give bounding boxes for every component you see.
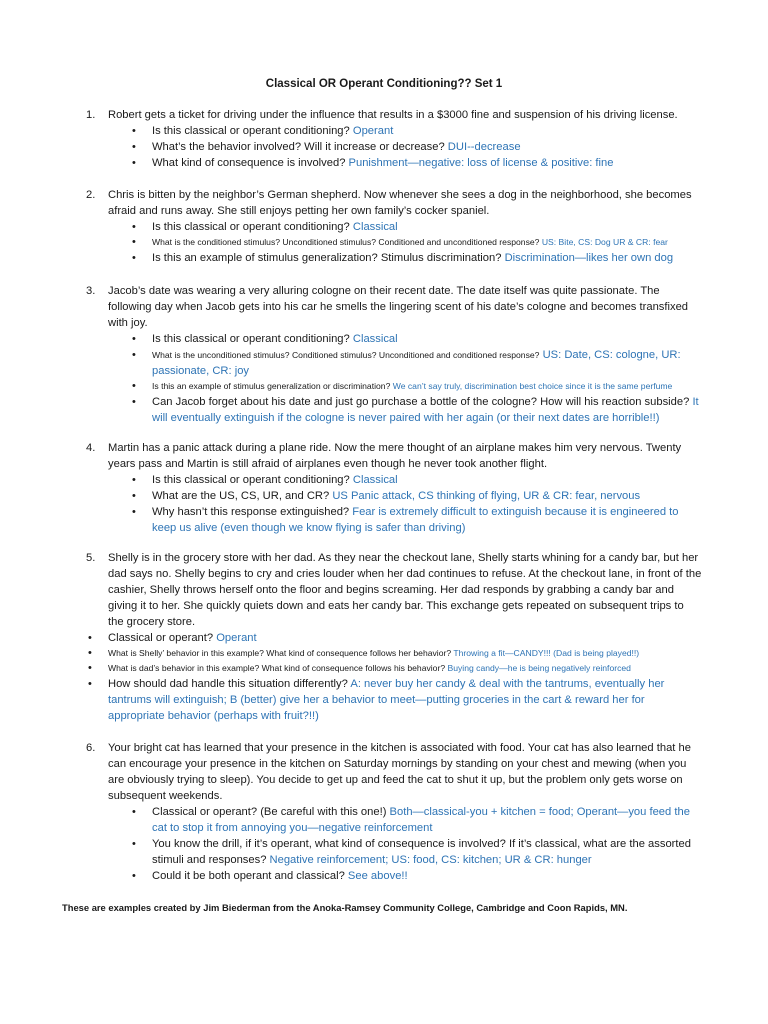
answer-text: Classical bbox=[352, 333, 398, 345]
answer-text: Buying candy—he is being negatively reinforced bbox=[447, 663, 631, 673]
bullet-icon: • bbox=[132, 396, 136, 408]
bullet-icon: • bbox=[132, 838, 136, 850]
question-bullet: • Classical or operant? Operant bbox=[88, 632, 257, 644]
bullet-icon: • bbox=[132, 221, 136, 233]
question-bullet: • You know the drill, if it’s operant, what kind of consequence is involved? If it’s classical, what are the assorted stimuli and responses? Negative reinforcement; US: food, CS: kitchen; UR & CR: hunger bbox=[132, 838, 691, 866]
answer-text: Fear is extremely difficult to extinguish because it is engineered to keep us alive (even though we know flying is safer than driving) bbox=[152, 506, 679, 534]
bullet-icon: • bbox=[88, 632, 92, 644]
answer-text: A: never buy her candy & deal with the tantrums, eventually her tantrums will extinguish; B (better) give her a behavior to meet—putting groceries in the cart & reward her for appropriate behavior (perhaps with fruit?!!) bbox=[108, 678, 665, 722]
question-bullet: • What is Shelly’ behavior in this example? What kind of consequence follows her behavior? Throwing a fit—CANDY!!! (Dad is being played!!) bbox=[88, 647, 640, 659]
answer-text: Negative reinforcement; US: food, CS: kitchen; UR & CR: hunger bbox=[269, 854, 592, 866]
question-3 bbox=[86, 283, 702, 426]
question-bullet: • Is this classical or operant conditioning? Classical bbox=[132, 221, 398, 233]
answer-text: See above!! bbox=[347, 870, 408, 882]
answer-text: We can’t say truly, discrimination best choice since it is the same perfume bbox=[392, 381, 673, 391]
question-stem: Shelly is in the grocery store with her dad. As they near the checkout lane, Shelly starts whining for a candy bar, but her dad says no. Shelly begins to cry and cries louder when her dad continues to refuse. At the checkout lane, in front of the cashier, Shelly throws herself onto the floor and begins screaming. Her dad responds by grabbing a candy bar and giving it to her. She quickly quiets down and eats her candy bar. This exchange gets repeated on subsequent trips to the grocery store. bbox=[108, 552, 702, 628]
bullet-icon: • bbox=[132, 157, 136, 169]
question-bullet: • What kind of consequence is involved? Punishment—negative: loss of license & positive: fine bbox=[132, 157, 614, 169]
answer-text: DUI--decrease bbox=[447, 141, 521, 153]
bullet-icon: • bbox=[132, 125, 136, 137]
bullet-icon: • bbox=[132, 141, 136, 153]
question-bullet: • How should dad handle this situation differently? A: never buy her candy & deal with the tantrums, eventually her tantrums will extinguish; B (better) give her a behavior to meet—putting groceries in the cart & reward her for appropriate behavior (perhaps with fruit?!!) bbox=[88, 678, 665, 722]
question-bullet: • What are the US, CS, UR, and CR? US Panic attack, CS thinking of flying, UR & CR: fear, nervous bbox=[132, 490, 641, 502]
bullet-icon: • bbox=[132, 333, 136, 345]
bullet-icon: • bbox=[132, 236, 136, 248]
footer-credit: These are examples created by Jim Biederman from the Anoka-Ramsey Community College, Cambridge and Coon Rapids, MN. bbox=[62, 902, 628, 913]
question-bullet: • Why hasn’t this response extinguished? Fear is extremely difficult to extinguish because it is engineered to keep us alive (even though we know flying is safer than driving) bbox=[132, 506, 679, 534]
answer-text: Punishment—negative: loss of license & positive: fine bbox=[348, 157, 614, 169]
question-bullet: • Classical or operant? (Be careful with this one!) Both—classical-you + kitchen = food; Operant—you feed the cat to stop it from annoying you—negative reinforcement bbox=[132, 806, 690, 834]
answer-text: Classical bbox=[352, 221, 398, 233]
question-bullet: • Is this classical or operant conditioning? Classical bbox=[132, 474, 398, 486]
question-4 bbox=[86, 440, 702, 536]
question-2 bbox=[86, 187, 702, 266]
bullet-icon: • bbox=[88, 662, 92, 674]
question-stem: Your bright cat has learned that your presence in the kitchen is associated with food. Your cat has also learned that he can encourage your presence in the kitchen on Saturday mornings by standing on your chest and mewing (when you are obviously trying to sleep). You decide to get up and feed the cat to shut it up, but the problem only gets worse on subsequent weekends. bbox=[108, 742, 691, 802]
question-6 bbox=[86, 740, 702, 884]
question-bullet: • What is dad’s behavior in this example? What kind of consequence follows his behavior? Buying candy—he is being negatively reinforced bbox=[88, 662, 631, 674]
question-5 bbox=[86, 550, 702, 724]
question-bullet: • Is this classical or operant conditioning? Operant bbox=[132, 125, 394, 137]
question-bullet: • Is this an example of stimulus generalization? Stimulus discrimination? Discrimination—likes her own dog bbox=[132, 252, 674, 264]
answer-text: Both—classical-you + kitchen = food; Operant—you feed the cat to stop it from annoying you—negative reinforcement bbox=[152, 806, 690, 834]
answer-text: US Panic attack, CS thinking of flying, UR & CR: fear, nervous bbox=[332, 490, 641, 502]
answer-text: Operant bbox=[352, 125, 394, 137]
page-title: Classical OR Operant Conditioning?? Set 1 bbox=[265, 78, 503, 90]
question-bullet: • What’s the behavior involved? Will it increase or decrease? DUI--decrease bbox=[132, 141, 521, 153]
question-number: 4. bbox=[86, 442, 96, 454]
answer-text: Classical bbox=[352, 474, 398, 486]
question-number: 6. bbox=[86, 742, 96, 754]
answer-text: Operant bbox=[216, 632, 257, 644]
bullet-icon: • bbox=[88, 647, 92, 659]
answer-text: US: Bite, CS: Dog UR & CR: fear bbox=[541, 237, 668, 247]
question-stem: Martin has a panic attack during a plane ride. Now the mere thought of an airplane makes him very nervous. Twenty years pass and Martin is still afraid of airplanes even though he never took another flight. bbox=[108, 442, 682, 470]
question-bullet: • Is this classical or operant conditioning? Classical bbox=[132, 333, 398, 345]
question-bullet: • What is the conditioned stimulus? Unconditioned stimulus? Conditioned and unconditioned response? US: Bite, CS: Dog UR & CR: fear bbox=[132, 236, 668, 248]
question-number: 3. bbox=[86, 285, 96, 297]
question-number: 2. bbox=[86, 189, 96, 201]
bullet-icon: • bbox=[132, 506, 136, 518]
bullet-icon: • bbox=[132, 806, 136, 818]
question-stem: Chris is bitten by the neighbor’s German shepherd. Now whenever she sees a dog in the neighborhood, she becomes afraid and runs away. She still enjoys petting her own family’s cocker spaniel. bbox=[108, 189, 692, 217]
question-bullet: • What is the unconditioned stimulus? Conditioned stimulus? Unconditioned and conditioned response? US: Date, CS: cologne, UR: passionate, CR: joy bbox=[132, 349, 681, 377]
question-number: 1. bbox=[86, 109, 96, 121]
bullet-icon: • bbox=[132, 380, 136, 392]
answer-text: It will eventually extinguish if the cologne is never paired with her again (or their next dates are horrible!!) bbox=[152, 396, 699, 424]
question-bullet: • Can Jacob forget about his date and just go purchase a bottle of the cologne? How will his reaction subside? It will eventually extinguish if the cologne is never paired with her again (or their next dates are horrible!!) bbox=[132, 396, 699, 424]
bullet-icon: • bbox=[88, 678, 92, 690]
bullet-icon: • bbox=[132, 490, 136, 502]
question-stem: Robert gets a ticket for driving under the influence that results in a $3000 fine and suspension of his driving license. bbox=[108, 109, 678, 121]
answer-text: Discrimination—likes her own dog bbox=[504, 252, 674, 264]
bullet-icon: • bbox=[132, 349, 136, 361]
question-1 bbox=[86, 107, 702, 171]
answer-text: Throwing a fit—CANDY!!! (Dad is being played!!) bbox=[453, 648, 640, 658]
bullet-icon: • bbox=[132, 870, 136, 882]
question-number: 5. bbox=[86, 552, 96, 564]
bullet-icon: • bbox=[132, 474, 136, 486]
question-stem: Jacob’s date was wearing a very alluring cologne on their recent date. The date itself was quite passionate. The following day when Jacob gets into his car he smells the lingering scent of his date’s cologne and becomes transfixed with joy. bbox=[108, 285, 689, 329]
bullet-icon: • bbox=[132, 252, 136, 264]
question-bullet: • Could it be both operant and classical? See above!! bbox=[132, 870, 408, 882]
answer-text: US: Date, CS: cologne, UR: passionate, CR: joy bbox=[152, 349, 681, 377]
question-bullet: • Is this an example of stimulus generalization or discrimination? We can’t say truly, discrimination best choice since it is the same perfume bbox=[132, 380, 673, 392]
